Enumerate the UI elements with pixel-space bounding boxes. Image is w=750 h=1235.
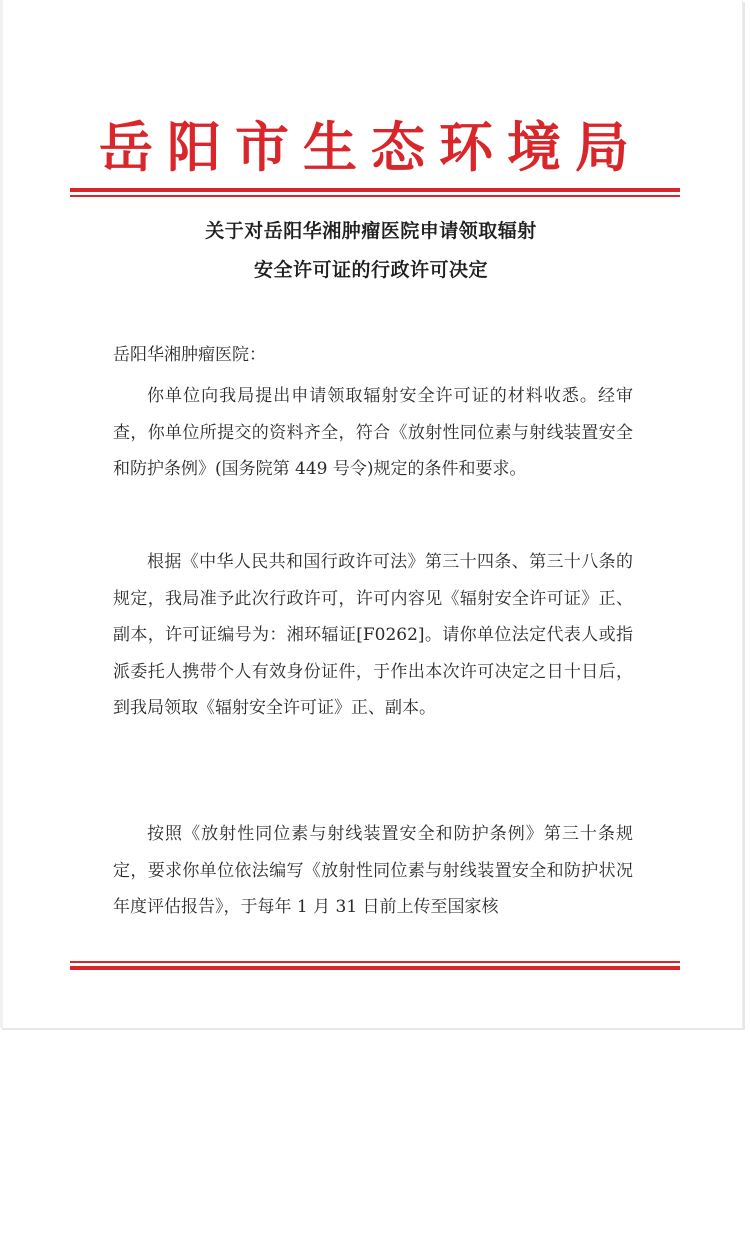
paragraph-3 (113, 816, 633, 926)
document-title-line-1: 关于对岳阳华湘肿瘤医院申请领取辐射 (205, 220, 537, 242)
footer-rule-thick (70, 966, 680, 970)
document-title-line-2: 安全许可证的行政许可决定 (253, 259, 488, 281)
paragraph-text: 按照《放射性同位素与射线装置安全和防护条例》第三十条规定，要求你单位依法编写《放射性同位素与射线装置安全和防护状况年度评估报告》，于每年 1 月 31 日前上传至国家核 (113, 824, 633, 917)
letterhead-rule-thick (70, 188, 680, 192)
salutation: 岳阳华湘肿瘤医院： (113, 345, 266, 365)
paragraph-2 (113, 544, 633, 727)
letterhead-rule-thin (70, 195, 680, 197)
paragraph-text: 你单位向我局提出申请领取辐射安全许可证的材料收悉。经审查，你单位所提交的资料齐全，符合《放射性同位素与射线装置安全和防护条例》(国务院第 449 号令)规定的条件和要求。 (113, 386, 633, 479)
letterhead-title: 岳阳市生态环境局 (99, 115, 643, 179)
paragraph-1 (113, 378, 633, 488)
footer-rule-thin (70, 961, 680, 963)
paragraph-text: 根据《中华人民共和国行政许可法》第三十四条、第三十八条的规定，我局准予此次行政许可，许可内容见《辐射安全许可证》正、副本，许可证编号为：湘环辐证[F0262]。请你单位法定代表人或指派委托人携带个人有效身份证件，于作出本次许可决定之日十日后，到我局领取《辐射安全许可证》正、副本。 (113, 552, 633, 718)
